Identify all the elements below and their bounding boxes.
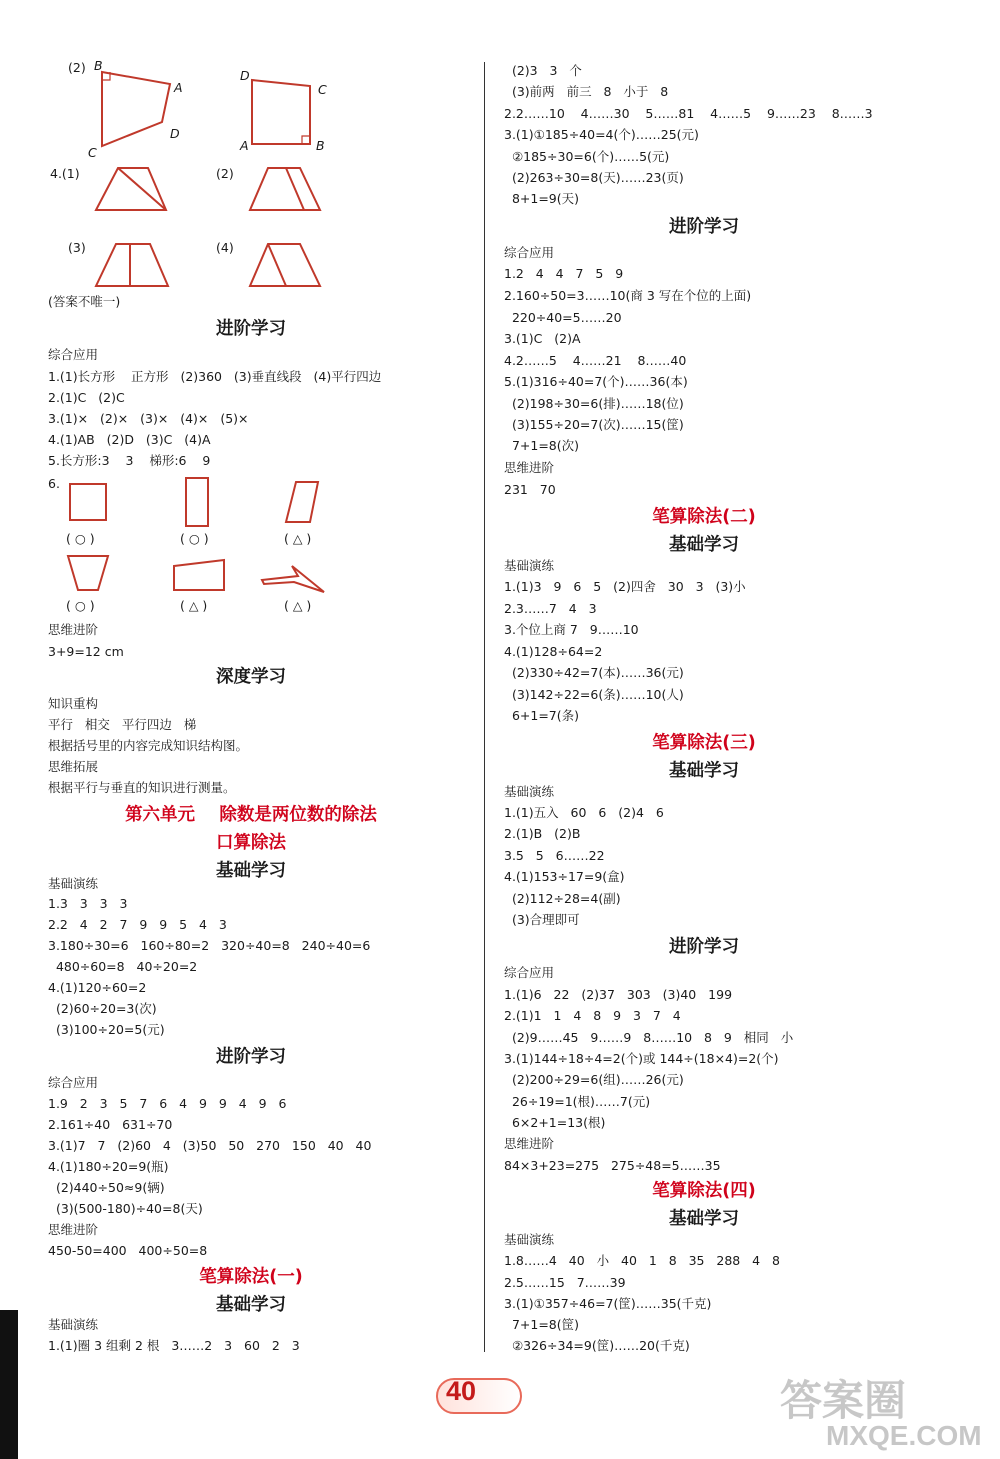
text-line: 84×3+23=275 275÷48=5……35 [504, 1158, 721, 1173]
text-line: 2.(1)1 1 4 8 9 3 7 4 [504, 1008, 681, 1023]
lesson-heading: 口算除法 [216, 833, 286, 853]
shape-answer: ( △ ) [180, 598, 208, 613]
text-line: 根据平行与垂直的知识进行测量。 [48, 780, 236, 795]
text-line: (3)(500-180)÷40=8(天) [48, 1201, 203, 1216]
lesson-heading: 笔算除法(四) [652, 1181, 756, 1201]
text-line: 4.(1)128÷64=2 [504, 644, 603, 659]
text-line: (2)112÷28=4(副) [504, 891, 621, 906]
text-line: 7+1=8(次) [504, 438, 580, 453]
parallelogram-shape [282, 478, 326, 530]
text-line: (2)263÷30=8(天)……23(页) [504, 170, 684, 185]
lesson-heading: 笔算除法(一) [199, 1267, 303, 1287]
text-line: (2)9……45 9……9 8……10 8 9 相同 小 [504, 1030, 794, 1045]
text-line: 1.(1)3 9 6 5 (2)四舍 30 3 (3)小 [504, 579, 746, 594]
text-line: 6×2+1=13(根) [504, 1115, 606, 1130]
text-line: 知识重构 [48, 696, 99, 711]
vertex-label: B [316, 138, 325, 153]
text-line: 3.(1)× (2)× (3)× (4)× (5)× [48, 411, 249, 426]
binding-edge [0, 1310, 18, 1459]
text-line: (2)200÷29=6(组)……26(元) [504, 1072, 684, 1087]
text-line: (2)3 3 个 [504, 63, 582, 78]
text-line: 4.(1)153÷17=9(盒) [504, 869, 625, 884]
text-line: ②326÷34=9(筐)……20(千克) [504, 1338, 690, 1353]
trapezoid-figure-a [86, 60, 186, 164]
text-line: 5.长方形:3 3 梯形:6 9 [48, 453, 211, 468]
column-divider [484, 62, 485, 1352]
text-line: 2.160÷50=3……10(商 3 写在个位的上面) [504, 288, 752, 303]
text-line: (3)前两 前三 8 小于 8 [504, 84, 669, 99]
text-line: 5.(1)316÷40=7(个)……36(本) [504, 374, 688, 389]
text-line: 3.(1)C (2)A [504, 331, 581, 346]
vertex-label: A [240, 138, 249, 153]
text-line: 综合应用 [48, 1075, 99, 1090]
text-line: 1.(1)6 22 (2)37 303 (3)40 199 [504, 987, 733, 1002]
cut-trapezoid-1 [92, 164, 172, 218]
text-line: 基础演练 [48, 1317, 99, 1332]
text-line: 基础演练 [504, 558, 555, 573]
q4-label: 4.(1) [50, 166, 80, 181]
text-line: 2.(1)B (2)B [504, 826, 581, 841]
text-line: 4.(1)120÷60=2 [48, 980, 147, 995]
text-line: 3.(1)144÷18÷4=2(个)或 144÷(18×4)=2(个) [504, 1051, 779, 1066]
q4-label: (2) [216, 166, 234, 181]
section-heading: 基础学习 [216, 1295, 286, 1315]
note-text: (答案不唯一) [48, 294, 121, 309]
vertex-label: B [94, 58, 103, 73]
section-heading: 基础学习 [216, 861, 286, 881]
text-line: (3)142÷22=6(条)……10(人) [504, 687, 684, 702]
text-line: 思维进阶 [504, 460, 555, 475]
text-line: 231 70 [504, 482, 556, 497]
shape-answer: ( ○ ) [66, 598, 95, 613]
shape-answer: ( ○ ) [66, 531, 95, 546]
text-line: 450-50=400 400÷50=8 [48, 1243, 208, 1258]
text-line: 综合应用 [504, 245, 555, 260]
text-line: (2)60÷20=3(次) [48, 1001, 157, 1016]
text-line: 2.(1)C (2)C [48, 390, 125, 405]
cut-trapezoid-2 [246, 164, 326, 218]
vertex-label: C [88, 145, 97, 160]
text-line: 综合应用 [48, 347, 99, 362]
text-line: 3.5 5 6……22 [504, 848, 605, 863]
vertex-label: D [240, 68, 250, 83]
shape-answer: ( △ ) [284, 598, 312, 613]
text-line: 3.个位上商 7 9……10 [504, 622, 639, 637]
text-line: 6+1=7(条) [504, 708, 580, 723]
text-line: 综合应用 [504, 965, 555, 980]
cut-trapezoid-3 [92, 238, 172, 294]
text-line: 4.2……5 4……21 8……40 [504, 353, 687, 368]
text-line: 思维进阶 [504, 1136, 555, 1151]
text-line: 3.180÷30=6 160÷80=2 320÷40=8 240÷40=6 [48, 938, 371, 953]
fig2-label: (2) [68, 60, 86, 75]
text-line: 思维拓展 [48, 759, 99, 774]
vertex-label: C [318, 82, 327, 97]
text-line: 1.9 2 3 5 7 6 4 9 9 4 9 6 [48, 1096, 287, 1111]
text-line: 平行 相交 平行四边 梯 [48, 717, 197, 732]
section-heading: 深度学习 [216, 667, 286, 687]
quadrilateral-shape [170, 556, 228, 598]
text-line: 480÷60=8 40÷20=2 [48, 959, 198, 974]
q4-label: (3) [68, 240, 86, 255]
text-line: 2.2……10 4……30 5……81 4……5 9……23 8……3 [504, 106, 873, 121]
text-line: 思维进阶 [48, 622, 99, 637]
text-line: 6. [48, 476, 60, 491]
text-line: 1.3 3 3 3 [48, 896, 128, 911]
text-line: 3.(1)7 7 (2)60 4 (3)50 50 270 150 40 40 [48, 1138, 372, 1153]
tall-rectangle-shape [182, 474, 212, 534]
text-line: 1.(1)五入 60 6 (2)4 6 [504, 805, 664, 820]
text-line: 8+1=9(天) [504, 191, 580, 206]
section-heading: 基础学习 [669, 535, 739, 555]
lesson-heading: 笔算除法(三) [652, 733, 756, 753]
trapezoid-shape [64, 552, 112, 598]
text-line: (3)100÷20=5(元) [48, 1022, 165, 1037]
text-line: 7+1=8(筐) [504, 1317, 580, 1332]
shape-answer: ( △ ) [284, 531, 312, 546]
text-line: (2)198÷30=6(排)……18(位) [504, 396, 684, 411]
text-line: 3.(1)①357÷46=7(筐)……35(千克) [504, 1296, 712, 1311]
text-line: ②185÷30=6(个)……5(元) [504, 149, 670, 164]
section-heading: 进阶学习 [669, 217, 739, 237]
text-line: 思维进阶 [48, 1222, 99, 1237]
text-line: 4.(1)180÷20=9(瓶) [48, 1159, 169, 1174]
vertex-label: A [174, 80, 183, 95]
text-line: 基础演练 [48, 876, 99, 891]
text-line: 1.8……4 40 小 40 1 8 35 288 4 8 [504, 1253, 781, 1268]
trapezoid-figure-b [238, 66, 328, 160]
watermark-logo: 答案圈 [780, 1377, 907, 1424]
section-heading: 基础学习 [669, 761, 739, 781]
text-line: (3)合理即可 [504, 912, 580, 927]
text-line: 3+9=12 cm [48, 644, 124, 659]
text-line: 2.161÷40 631÷70 [48, 1117, 173, 1132]
text-line: 4.(1)AB (2)D (3)C (4)A [48, 432, 211, 447]
zigzag-shape [258, 560, 328, 600]
text-line: 2.3……7 4 3 [504, 601, 597, 616]
cut-trapezoid-4 [246, 238, 326, 294]
vertex-label: D [170, 126, 180, 141]
text-line: 基础演练 [504, 784, 555, 799]
unit-heading: 第六单元 除数是两位数的除法 [125, 805, 377, 825]
text-line: (3)155÷20=7(次)……15(筐) [504, 417, 684, 432]
section-heading: 基础学习 [669, 1209, 739, 1229]
text-line: 2.5……15 7……39 [504, 1275, 626, 1290]
text-line: 1.(1)长方形 正方形 (2)360 (3)垂直线段 (4)平行四边 [48, 369, 382, 384]
text-line: 220÷40=5……20 [504, 310, 622, 325]
text-line: (2)440÷50≈9(辆) [48, 1180, 165, 1195]
text-line: 1.(1)圈 3 组剩 2 根 3……2 3 60 2 3 [48, 1338, 300, 1353]
page-number: 40 [446, 1376, 477, 1406]
text-line: (2)330÷42=7(本)……36(元) [504, 665, 684, 680]
section-heading: 进阶学习 [216, 319, 286, 339]
text-line: 基础演练 [504, 1232, 555, 1247]
lesson-heading: 笔算除法(二) [652, 507, 756, 527]
text-line: 26÷19=1(根)……7(元) [504, 1094, 651, 1109]
text-line: 2.2 4 2 7 9 9 5 4 3 [48, 917, 227, 932]
text-line: 3.(1)①185÷40=4(个)……25(元) [504, 127, 699, 142]
q4-label: (4) [216, 240, 234, 255]
shape-answer: ( ○ ) [180, 531, 209, 546]
text-line: 1.2 4 4 7 5 9 [504, 266, 624, 281]
text-line: 根据括号里的内容完成知识结构图。 [48, 738, 249, 753]
square-shape [66, 480, 110, 528]
watermark-url: MXQE.COM [826, 1420, 982, 1451]
section-heading: 进阶学习 [669, 937, 739, 957]
section-heading: 进阶学习 [216, 1047, 286, 1067]
